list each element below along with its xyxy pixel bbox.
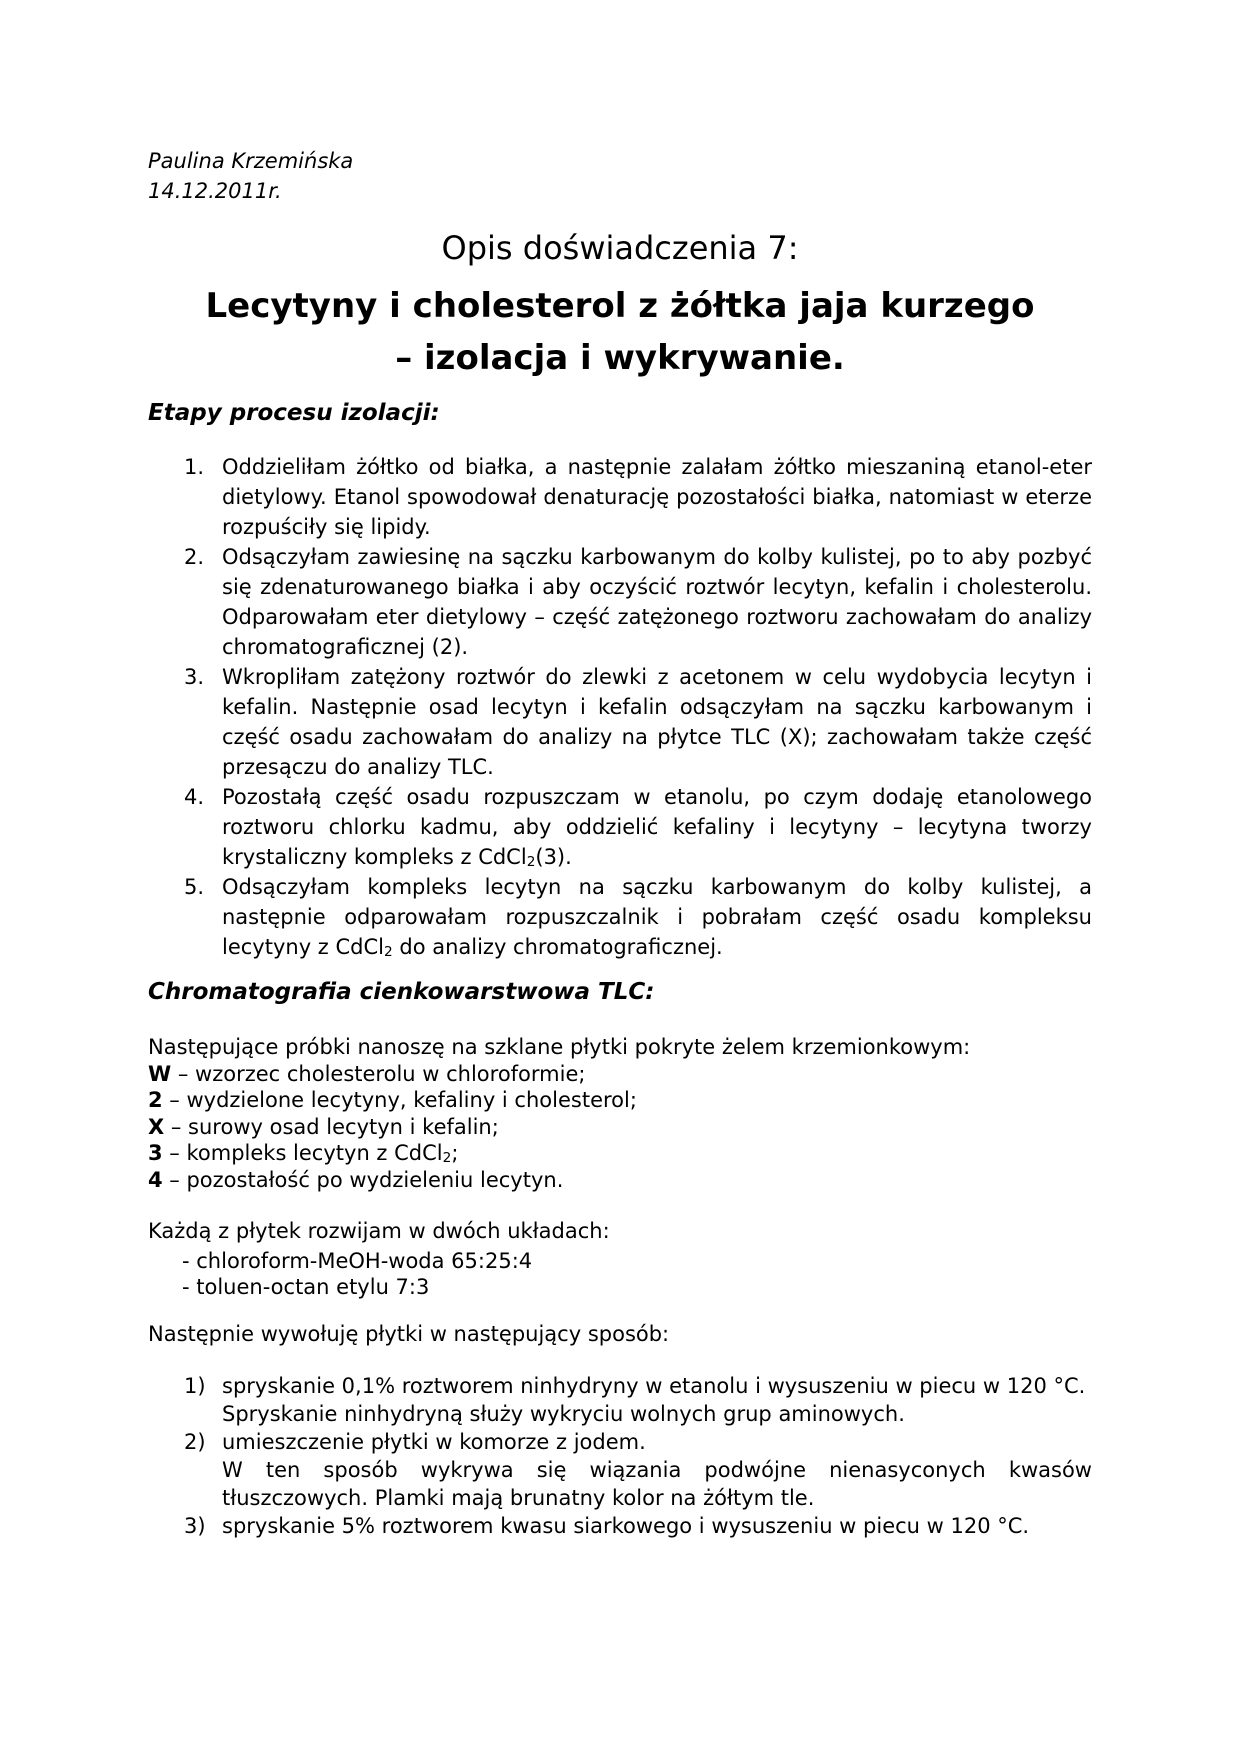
samples-intro: Następujące próbki nanoszę na szklane płytki pokryte żelem krzemionkowym: <box>148 1035 971 1059</box>
subscript: 2 <box>384 944 393 961</box>
list-item <box>148 782 1092 872</box>
subtitle-line-1: Lecytyny i cholesterol z żółtka jaja kurzego <box>205 286 1035 326</box>
list-number: 3. <box>184 665 205 689</box>
list-item <box>148 542 1092 662</box>
list-item <box>148 1372 1092 1428</box>
list-text-end: do analizy chromatograficznej. <box>392 935 723 959</box>
system-item: - toluen-octan etylu 7:3 <box>182 1275 430 1299</box>
list-item <box>148 1512 1092 1540</box>
list-item <box>148 1428 1092 1512</box>
author-name: Paulina Krzemińska <box>148 149 354 173</box>
list-number: 1) <box>184 1374 206 1398</box>
samples-block <box>148 1034 970 1193</box>
document-date: 14.12.2011r. <box>148 179 282 203</box>
list-number: 2. <box>184 545 205 569</box>
subscript: 2 <box>526 854 536 871</box>
list-text-end: (3). <box>535 845 572 869</box>
sample-text: – kompleks lecytyn z CdCl <box>162 1141 443 1165</box>
list-number: 5. <box>184 875 205 899</box>
list-item <box>148 452 1092 542</box>
subtitle-line-2: – izolacja i wykrywanie. <box>395 338 845 378</box>
sample-key: X <box>148 1114 165 1139</box>
sample-item <box>148 1167 970 1194</box>
sample-key: 3 <box>148 1141 163 1165</box>
list-number: 4. <box>184 785 205 809</box>
sample-item <box>148 1087 970 1114</box>
list-text: Wkropliłam zatężony roztwór do zlewki z acetonem w celu wydobycia lecytyn i kefalin. Następnie osad lecytyn i kefalin odsączyłam na sączku karbowanym i część osadu zachowałam do analizy na płytce TLC (X); zachowałam także część przesączu do analizy TLC. <box>222 665 1092 779</box>
list-text: spryskanie 0,1% roztworem ninhydryny w etanolu i wysuszeniu w piecu w 120 °C. <box>222 1374 1086 1398</box>
section-heading-tlc: Chromatografia cienkowarstwowa TLC: <box>148 979 655 1005</box>
list-text: Pozostałą część osadu rozpuszczam w etanolu, po czym dodaję etanolowego roztworu chlorku kadmu, aby oddzielić kefaliny i lecytyny – lecytyna tworzy krystaliczny kompleks z CdCl <box>222 785 1092 869</box>
develop-steps-list <box>148 1372 1092 1540</box>
list-note: W ten sposób wykrywa się wiązania podwójne nienasyconych kwasów tłuszczowych. Plamki mają brunatny kolor na żółtym tle. <box>222 1458 1092 1510</box>
list-number: 1. <box>184 455 205 479</box>
list-number: 3) <box>184 1514 206 1538</box>
systems-intro: Każdą z płytek rozwijam w dwóch układach: <box>148 1219 610 1243</box>
sample-item <box>148 1114 970 1141</box>
develop-intro: Następnie wywołuję płytki w następujący sposób: <box>148 1322 670 1346</box>
sample-text: – wydzielone lecytyny, kefaliny i cholesterol; <box>162 1088 637 1112</box>
list-item <box>148 872 1092 962</box>
sample-text: – wzorzec cholesterolu w chloroformie; <box>171 1061 586 1086</box>
sample-item <box>148 1140 970 1167</box>
subscript: 2 <box>442 1150 452 1167</box>
sample-key: 4 <box>148 1167 163 1192</box>
list-number: 2) <box>184 1430 206 1454</box>
sample-text: – pozostałość po wydzieleniu lecytyn. <box>162 1167 564 1192</box>
systems-list <box>182 1248 532 1300</box>
list-text: umieszczenie płytki w komorze z jodem. <box>222 1430 646 1454</box>
list-text: Odsączyłam kompleks lecytyn na sączku karbowanym do kolby kulistej, a następnie odparowałam rozpuszczalnik i pobrałam część osadu kompleksu lecytyny z CdCl <box>222 875 1092 959</box>
list-text: spryskanie 5% roztworem kwasu siarkowego i wysuszeniu w piecu w 120 °C. <box>222 1514 1030 1538</box>
system-item: - chloroform-MeOH-woda 65:25:4 <box>182 1249 533 1273</box>
sample-key: W <box>148 1061 172 1086</box>
document-subtitle <box>120 280 1120 384</box>
list-note: Spryskanie ninhydryną służy wykryciu wolnych grup aminowych. <box>222 1402 905 1426</box>
list-item <box>148 662 1092 782</box>
list-text: Oddzieliłam żółtko od białka, a następnie zalałam żółtko mieszaniną etanol-eter dietylowy. Etanol spowodował denaturację pozostałości białka, natomiast w eterze rozpuściły się lipidy. <box>222 455 1092 539</box>
sample-text: – surowy osad lecytyn i kefalin; <box>164 1114 499 1139</box>
isolation-steps-list <box>148 452 1092 962</box>
sample-key: 2 <box>148 1088 163 1112</box>
section-heading-isolation: Etapy procesu izolacji: <box>148 400 440 426</box>
author-block <box>148 146 353 206</box>
sample-text-end: ; <box>451 1141 459 1165</box>
document-title: Opis doświadczenia 7: <box>441 229 799 267</box>
list-text: Odsączyłam zawiesinę na sączku karbowanym do kolby kulistej, po to aby pozbyć się zdenaturowanego białka i aby oczyścić roztwór lecytyn, kefalin i cholesterolu. Odparowałam eter dietylowy – część zatężonego roztworu zachowałam do analizy chromatograficznej (2). <box>222 545 1092 659</box>
sample-item <box>148 1061 970 1088</box>
